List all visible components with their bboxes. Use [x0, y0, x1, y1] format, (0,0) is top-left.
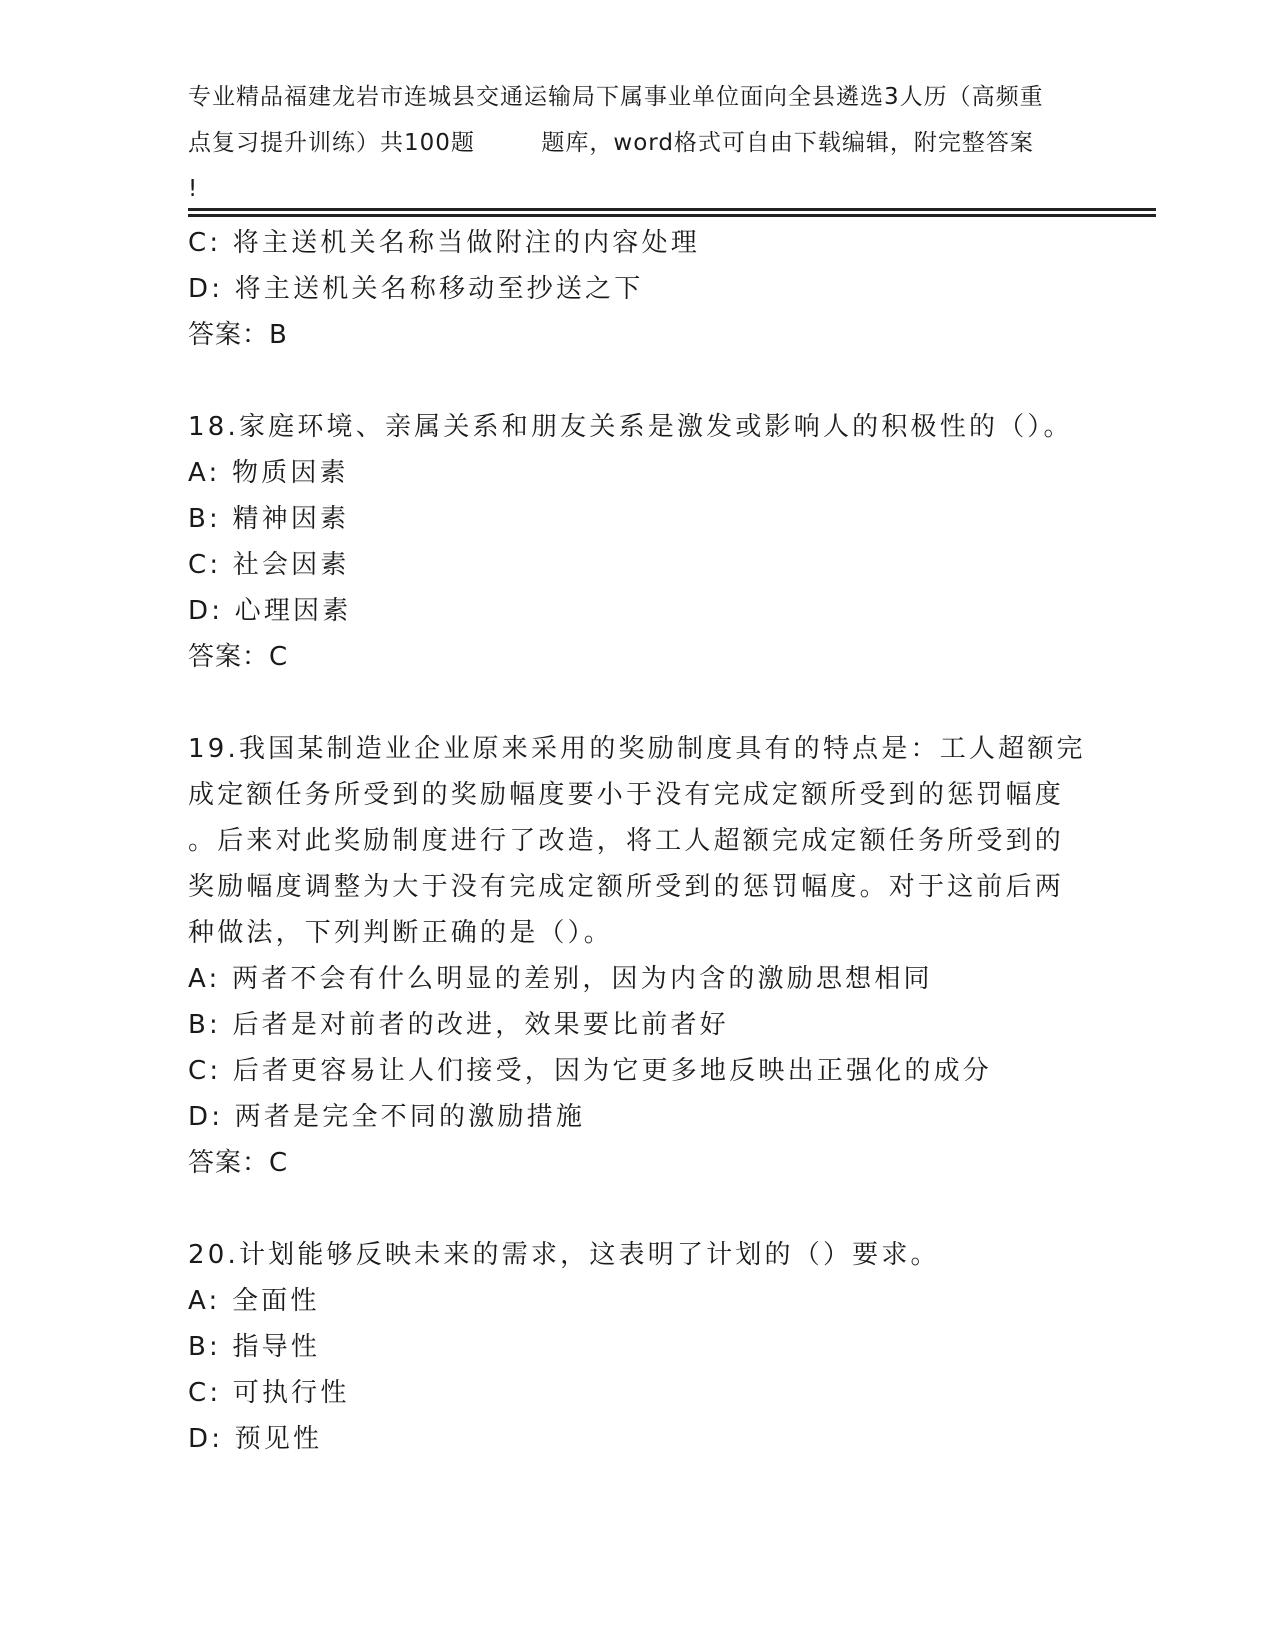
- option-a: A: 物质因素: [188, 458, 349, 488]
- option-b: B: 后者是对前者的改进，效果要比前者好: [188, 1010, 729, 1040]
- header-line-3: !: [188, 176, 199, 202]
- question-20: [188, 1232, 1128, 1462]
- question-stem-line: 成定额任务所受到的奖励幅度要小于没有完成定额所受到的惩罚幅度: [188, 780, 1065, 810]
- option-c: C: 可执行性: [188, 1378, 350, 1408]
- question-stem: [188, 726, 1128, 956]
- question-17-tail: [188, 220, 1128, 358]
- question-18: [188, 404, 1128, 680]
- answer: 答案：C: [188, 642, 289, 672]
- question-stem-line: 。后来对此奖励制度进行了改造，将工人超额完成定额任务所受到的: [188, 826, 1065, 856]
- question-stem: 20.计划能够反映未来的需求，这表明了计划的（）要求。: [188, 1240, 940, 1270]
- question-stem: 18.家庭环境、亲属关系和朋友关系是激发或影响人的积极性的（）。: [188, 412, 1073, 442]
- header-line-2: 点复习提升训练）共100题 题库，word格式可自由下载编辑，附完整答案: [188, 130, 1034, 156]
- option-c: C: 社会因素: [188, 550, 350, 580]
- option-b: B: 指导性: [188, 1332, 321, 1362]
- question-stem-line: 种做法，下列判断正确的是（）。: [188, 918, 614, 948]
- option-a: A: 两者不会有什么明显的差别，因为内含的激励思想相同: [188, 964, 933, 994]
- option-d: D: 两者是完全不同的激励措施: [188, 1102, 586, 1132]
- option-c: C: 后者更容易让人们接受，因为它更多地反映出正强化的成分: [188, 1056, 992, 1086]
- option-d: D: 预见性: [188, 1424, 323, 1454]
- document-body: [188, 220, 1128, 1462]
- option-c: C: 将主送机关名称当做附注的内容处理: [188, 228, 700, 258]
- option-b: B: 精神因素: [188, 504, 350, 534]
- answer: 答案：C: [188, 1148, 289, 1178]
- answer: 答案：B: [188, 320, 288, 350]
- spacer: [188, 358, 1128, 404]
- question-stem-line: 19.我国某制造业企业原来采用的奖励制度具有的特点是：工人超额完: [188, 734, 1086, 764]
- spacer: [188, 1186, 1128, 1232]
- question-stem-line: 奖励幅度调整为大于没有完成定额所受到的惩罚幅度。对于这前后两: [188, 872, 1065, 902]
- spacer: [188, 680, 1128, 726]
- document-header: [188, 74, 1088, 212]
- header-divider-thick: [188, 208, 1156, 211]
- header-divider-thin: [188, 214, 1156, 217]
- option-a: A: 全面性: [188, 1286, 320, 1316]
- header-line-1: 专业精品福建龙岩市连城县交通运输局下属事业单位面向全县遴选3人历（高频重: [188, 84, 1044, 110]
- option-d: D: 将主送机关名称移动至抄送之下: [188, 274, 644, 304]
- question-19: [188, 726, 1128, 1186]
- option-d: D: 心理因素: [188, 596, 352, 626]
